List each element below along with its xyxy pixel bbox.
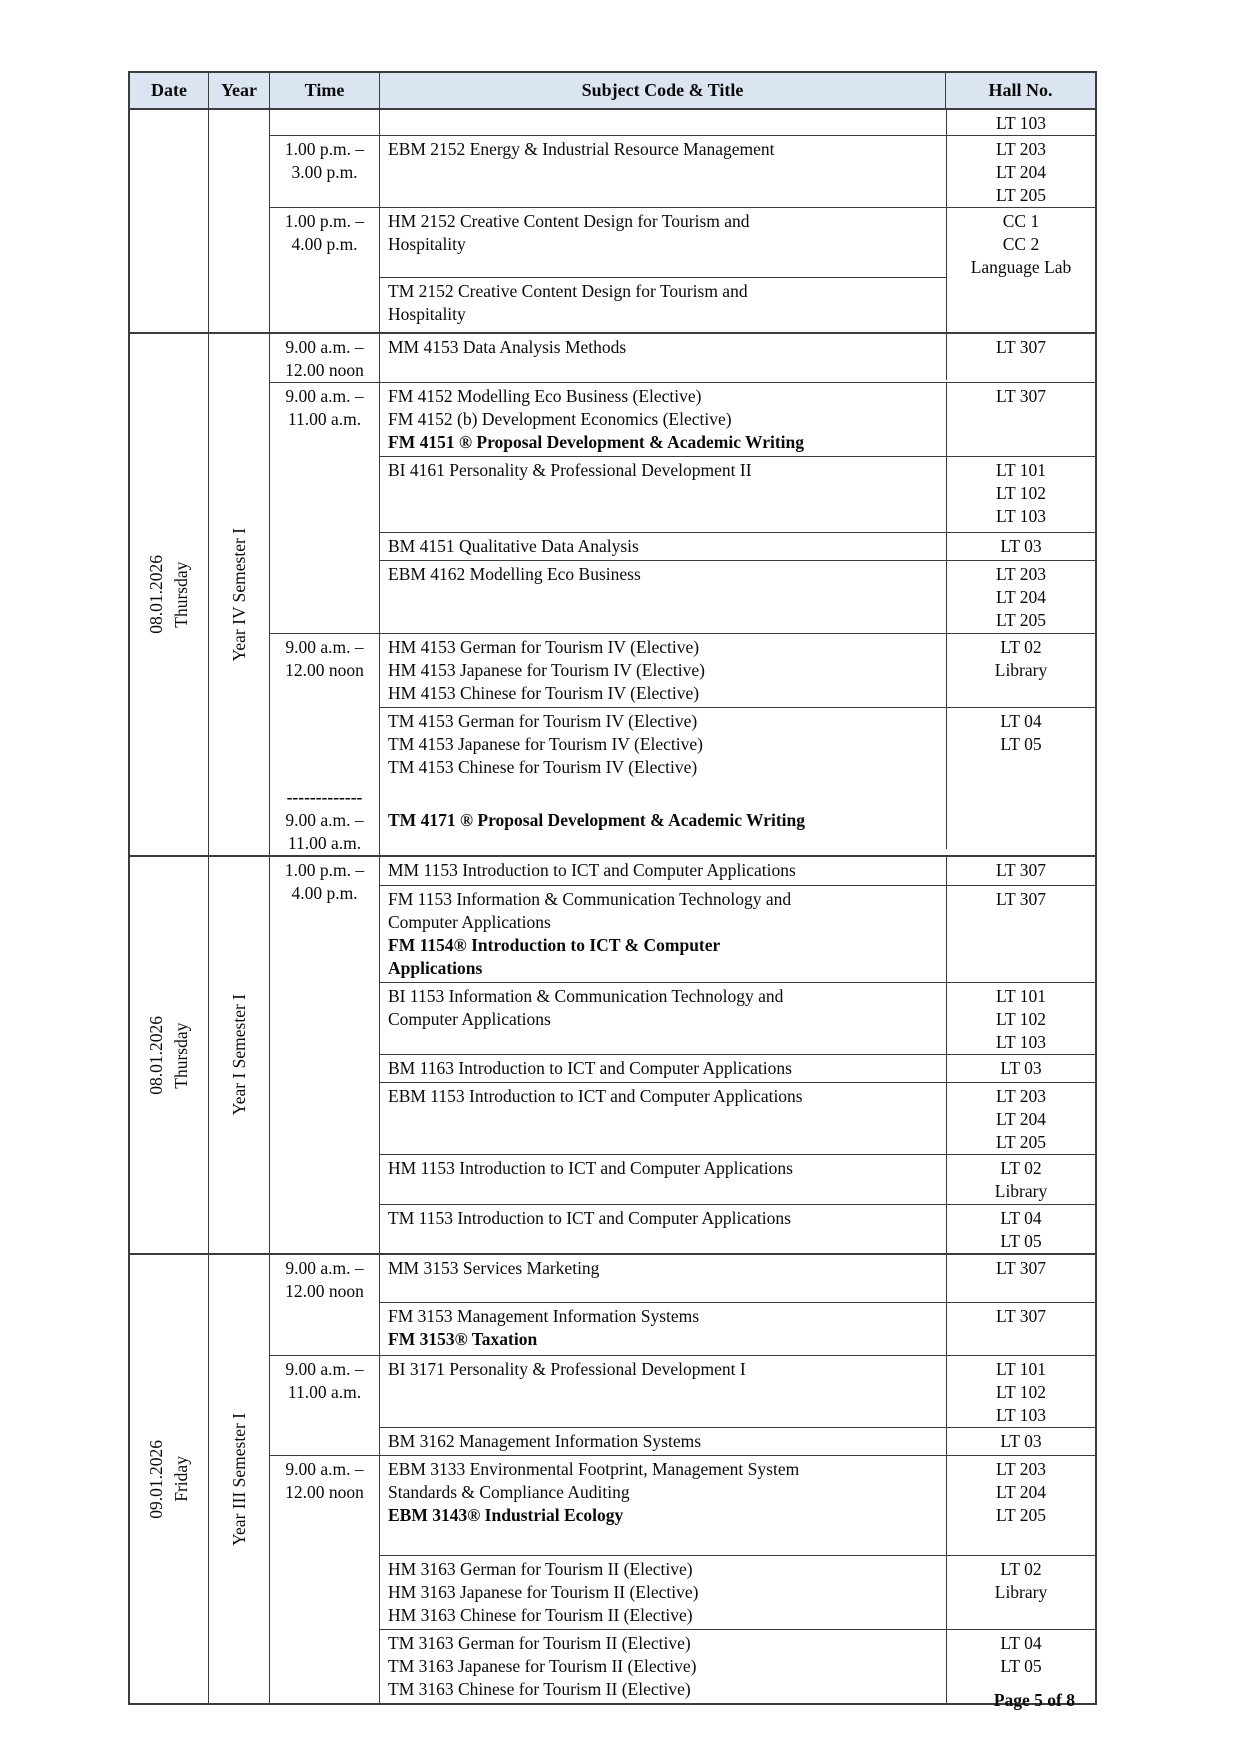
hall-line: LT 204 bbox=[995, 1482, 1047, 1502]
subject-line: MM 4153 Data Analysis Methods bbox=[388, 337, 627, 357]
hall-line: LT 307 bbox=[995, 1306, 1047, 1326]
time-block bbox=[270, 1456, 1095, 1703]
table-row bbox=[380, 334, 1095, 380]
subject-line: FM 4152 Modelling Eco Business (Elective) bbox=[388, 386, 702, 406]
subject-line: HM 2152 Creative Content Design for Tourism and bbox=[388, 211, 750, 231]
hall-cell bbox=[946, 110, 1095, 135]
hall-cell bbox=[946, 1205, 1095, 1253]
hall-line: CC 2 bbox=[1002, 234, 1040, 254]
header-cell-year: Year bbox=[209, 73, 270, 108]
time-line: 9.00 a.m. – bbox=[285, 1359, 364, 1379]
hall-cell bbox=[946, 383, 1095, 456]
table-row bbox=[380, 1303, 1095, 1355]
table-row bbox=[380, 110, 1095, 135]
date-section bbox=[130, 334, 1095, 857]
time-line: 12.00 noon bbox=[285, 360, 364, 380]
hall-cell bbox=[946, 1255, 1095, 1302]
time-cell bbox=[270, 1456, 380, 1703]
hall-cell bbox=[946, 1083, 1095, 1154]
subject-line: BM 4151 Qualitative Data Analysis bbox=[388, 536, 639, 556]
subject-cell bbox=[380, 1556, 946, 1629]
hall-line: Library bbox=[994, 1181, 1048, 1201]
hall-line: LT 203 bbox=[995, 1086, 1047, 1106]
subject-line: HM 4153 German for Tourism IV (Elective) bbox=[388, 637, 700, 657]
time-line: 12.00 noon bbox=[285, 1281, 364, 1301]
time-cell bbox=[270, 634, 380, 855]
hall-cell bbox=[946, 533, 1095, 560]
date-line: 08.01.2026 bbox=[146, 555, 166, 634]
subject-line: FM 1153 Information & Communication Technology and bbox=[388, 889, 792, 909]
date-section bbox=[130, 110, 1095, 334]
subject-line: FM 1154® Introduction to ICT & Computer bbox=[388, 935, 721, 955]
table-row bbox=[380, 561, 1095, 633]
hall-line: LT 102 bbox=[995, 1009, 1047, 1029]
subject-line: Hospitality bbox=[388, 234, 466, 254]
subject-rows bbox=[380, 334, 1095, 382]
hall-line: LT 307 bbox=[995, 386, 1047, 406]
hall-line: LT 103 bbox=[995, 1405, 1047, 1425]
time-line: 11.00 a.m. bbox=[287, 833, 362, 853]
hall-line: LT 03 bbox=[1000, 536, 1042, 556]
subject-rows bbox=[380, 1255, 1095, 1355]
table-row bbox=[380, 1155, 1095, 1205]
hall-line: CC 1 bbox=[1002, 211, 1040, 231]
table-row bbox=[380, 1255, 1095, 1303]
subject-cell bbox=[380, 1356, 946, 1427]
time-block bbox=[270, 634, 1095, 855]
date-label bbox=[144, 1440, 194, 1519]
table-row bbox=[380, 1456, 1095, 1556]
subject-cell bbox=[380, 1428, 946, 1455]
hall-cell bbox=[946, 634, 1095, 707]
subject-line: FM 3153® Taxation bbox=[388, 1329, 538, 1349]
date-cell bbox=[130, 110, 209, 332]
hall-line: LT 03 bbox=[1000, 1058, 1042, 1078]
table-row bbox=[380, 1356, 1095, 1428]
date-line: 09.01.2026 bbox=[146, 1439, 166, 1519]
hall-line: LT 101 bbox=[995, 1359, 1047, 1379]
subject-cell bbox=[380, 983, 946, 1054]
subject-line: Applications bbox=[388, 958, 483, 978]
subject-rows bbox=[380, 1456, 1095, 1703]
hall-line: LT 204 bbox=[995, 162, 1047, 182]
subject-line: EBM 3133 Environmental Footprint, Management System bbox=[388, 1459, 800, 1479]
time-cell bbox=[270, 1356, 380, 1455]
table-row bbox=[380, 857, 1095, 886]
time-line: 9.00 a.m. – bbox=[285, 386, 364, 406]
table-body bbox=[130, 110, 1095, 1703]
table-row bbox=[380, 136, 1095, 207]
merged-hall-cell bbox=[946, 208, 1095, 332]
date-section bbox=[130, 857, 1095, 1255]
hall-cell bbox=[946, 1356, 1095, 1427]
time-line: 1.00 p.m. – bbox=[284, 211, 365, 231]
time-line: 4.00 p.m. bbox=[291, 883, 358, 903]
hall-line: LT 101 bbox=[995, 986, 1047, 1006]
hall-line: LT 307 bbox=[995, 1258, 1047, 1278]
time-block bbox=[270, 208, 1095, 332]
subject-cell bbox=[380, 533, 946, 560]
table-row bbox=[380, 533, 1095, 561]
subject-cell bbox=[380, 136, 946, 207]
subject-line: FM 4151 ® Proposal Development & Academic Writing bbox=[388, 432, 805, 452]
hall-line: LT 205 bbox=[995, 610, 1047, 630]
hall-line: LT 204 bbox=[995, 587, 1047, 607]
hall-line: LT 103 bbox=[995, 1032, 1047, 1052]
time-line: 9.00 a.m. – bbox=[285, 810, 364, 830]
time-line: 1.00 p.m. – bbox=[284, 139, 365, 159]
subject-line: FM 4152 (b) Development Economics (Elective) bbox=[388, 409, 732, 429]
subject-line: TM 3163 Japanese for Tourism II (Elective) bbox=[388, 1656, 697, 1676]
hall-line: LT 205 bbox=[995, 1505, 1047, 1525]
subject-cell bbox=[380, 1255, 946, 1302]
year-line: Year III Semester I bbox=[228, 1412, 249, 1546]
subject-rows bbox=[380, 110, 1095, 135]
time-block bbox=[270, 383, 1095, 634]
hall-line: LT 04 bbox=[1000, 711, 1042, 731]
subject-line: TM 4153 Japanese for Tourism IV (Elective) bbox=[388, 734, 703, 754]
subject-line: HM 4153 Chinese for Tourism IV (Elective) bbox=[388, 683, 700, 703]
date-line: Thursday bbox=[171, 561, 191, 628]
time-line: 1.00 p.m. – bbox=[284, 860, 365, 880]
time-cell bbox=[270, 383, 380, 633]
subject-cell bbox=[380, 1083, 946, 1154]
hall-line: LT 307 bbox=[995, 337, 1047, 357]
header-cell-time: Time bbox=[270, 73, 380, 108]
table-row bbox=[380, 383, 1095, 457]
hall-line: LT 02 bbox=[1000, 637, 1042, 657]
hall-line: LT 103 bbox=[995, 113, 1047, 133]
year-cell bbox=[209, 1255, 270, 1703]
hall-line: LT 204 bbox=[995, 1109, 1047, 1129]
hall-line: LT 102 bbox=[995, 483, 1047, 503]
subject-cell bbox=[380, 334, 946, 380]
date-section bbox=[130, 1255, 1095, 1703]
time-block bbox=[270, 1255, 1095, 1356]
subject-line: EBM 1153 Introduction to ICT and Computer Applications bbox=[388, 1086, 803, 1106]
time-block bbox=[270, 110, 1095, 136]
table-row bbox=[380, 457, 1095, 533]
subject-line: TM 4153 German for Tourism IV (Elective) bbox=[388, 711, 698, 731]
subject-line: BI 3171 Personality & Professional Development I bbox=[388, 1359, 746, 1379]
year-cell bbox=[209, 110, 270, 332]
hall-cell bbox=[946, 1303, 1095, 1355]
date-line: 08.01.2026 bbox=[146, 1015, 166, 1095]
subject-line: MM 3153 Services Marketing bbox=[388, 1258, 600, 1278]
subject-cell bbox=[380, 857, 946, 885]
date-line: Thursday bbox=[171, 1021, 191, 1089]
table-row bbox=[380, 708, 1095, 849]
time-cell bbox=[270, 208, 380, 332]
hall-line: Language Lab bbox=[970, 257, 1072, 277]
subject-cell bbox=[380, 886, 946, 982]
hall-cell bbox=[946, 1155, 1095, 1204]
hall-line: LT 203 bbox=[995, 1459, 1047, 1479]
time-line: 9.00 a.m. – bbox=[285, 337, 364, 357]
section-body bbox=[270, 110, 1095, 332]
subject-rows bbox=[380, 857, 1095, 1253]
hall-line: LT 05 bbox=[1000, 1656, 1042, 1676]
subject-rows bbox=[380, 383, 1095, 633]
hall-line: LT 101 bbox=[995, 460, 1047, 480]
hall-line: LT 103 bbox=[995, 506, 1047, 526]
subject-line: TM 3163 Chinese for Tourism II (Elective) bbox=[388, 1679, 691, 1699]
hall-line: LT 203 bbox=[995, 564, 1047, 584]
time-line: 9.00 a.m. – bbox=[285, 1258, 364, 1278]
date-label bbox=[144, 1016, 194, 1095]
time-line: 11.00 a.m. bbox=[287, 409, 362, 429]
time-line: 12.00 noon bbox=[285, 660, 364, 680]
hall-cell bbox=[946, 1428, 1095, 1455]
hall-cell bbox=[946, 1055, 1095, 1082]
subject-cell bbox=[380, 383, 946, 456]
time-line: 9.00 a.m. – bbox=[285, 637, 364, 657]
time-cell bbox=[270, 1255, 380, 1355]
subject-cell bbox=[380, 1155, 946, 1204]
hall-cell bbox=[946, 857, 1095, 885]
time-line: 4.00 p.m. bbox=[291, 234, 358, 254]
year-line: Year I Semester I bbox=[228, 994, 249, 1116]
page-footer: Page 5 of 8 bbox=[993, 1690, 1075, 1710]
year-cell bbox=[209, 334, 270, 855]
subject-cell bbox=[380, 110, 946, 135]
hall-cell bbox=[946, 136, 1095, 207]
table-header-row bbox=[130, 73, 1095, 110]
subject-line: FM 3153 Management Information Systems bbox=[388, 1306, 700, 1326]
subject-line: TM 4171 ® Proposal Development & Academic Writing bbox=[388, 810, 806, 830]
time-line: 9.00 a.m. – bbox=[285, 1459, 364, 1479]
subject-cell bbox=[380, 457, 946, 532]
time-block bbox=[270, 1356, 1095, 1456]
time-cell bbox=[270, 110, 380, 135]
table-row bbox=[380, 1083, 1095, 1155]
time-block bbox=[270, 857, 1095, 1253]
time-line: 12.00 noon bbox=[285, 1482, 364, 1502]
subject-line: Computer Applications bbox=[388, 1009, 551, 1029]
subject-cell bbox=[380, 208, 946, 278]
time-block bbox=[270, 334, 1095, 383]
year-line: Year IV Semester I bbox=[228, 527, 249, 662]
hall-cell bbox=[946, 457, 1095, 532]
time-line: 11.00 a.m. bbox=[287, 1382, 362, 1402]
subject-cell bbox=[380, 561, 946, 633]
hall-line: LT 05 bbox=[1000, 734, 1042, 754]
subject-line: TM 2152 Creative Content Design for Tourism and bbox=[388, 281, 748, 301]
hall-cell bbox=[946, 334, 1095, 380]
table-row bbox=[380, 886, 1095, 983]
hall-line: LT 307 bbox=[995, 889, 1047, 909]
subject-cell bbox=[380, 1456, 946, 1555]
subject-line: BI 1153 Information & Communication Technology and bbox=[388, 986, 784, 1006]
hall-line: Library bbox=[994, 660, 1048, 680]
table-row bbox=[380, 1630, 1095, 1703]
subject-line: HM 3163 Chinese for Tourism II (Elective) bbox=[388, 1605, 693, 1625]
subject-line: HM 3163 Japanese for Tourism II (Elective) bbox=[388, 1582, 699, 1602]
hall-line: LT 04 bbox=[1000, 1633, 1042, 1653]
time-line: ------------- bbox=[286, 787, 363, 807]
subject-rows bbox=[380, 1356, 1095, 1455]
hall-line: LT 03 bbox=[1000, 1431, 1042, 1451]
subject-line: BI 4161 Personality & Professional Development II bbox=[388, 460, 752, 480]
subject-line: HM 1153 Introduction to ICT and Computer Applications bbox=[388, 1158, 793, 1178]
subject-line: BM 1163 Introduction to ICT and Computer Applications bbox=[388, 1058, 792, 1078]
subject-cell bbox=[380, 1303, 946, 1355]
year-label bbox=[227, 1413, 252, 1546]
subject-cell bbox=[380, 1055, 946, 1082]
date-cell bbox=[130, 334, 209, 855]
subject-cell bbox=[380, 634, 946, 707]
subject-line: BM 3162 Management Information Systems bbox=[388, 1431, 702, 1451]
table-row bbox=[380, 1055, 1095, 1083]
hall-line: Library bbox=[994, 1582, 1048, 1602]
time-block bbox=[270, 136, 1095, 208]
date-cell bbox=[130, 1255, 209, 1703]
table-row bbox=[380, 983, 1095, 1055]
hall-line: LT 307 bbox=[995, 860, 1047, 880]
hall-line: LT 102 bbox=[995, 1382, 1047, 1402]
subject-line: TM 1153 Introduction to ICT and Computer Applications bbox=[388, 1208, 791, 1228]
subject-rows bbox=[380, 136, 1095, 207]
hall-line: LT 205 bbox=[995, 1132, 1047, 1152]
subject-line: TM 4153 Chinese for Tourism IV (Elective) bbox=[388, 757, 698, 777]
subject-line: HM 4153 Japanese for Tourism IV (Elective) bbox=[388, 660, 705, 680]
hall-line: LT 203 bbox=[995, 139, 1047, 159]
hall-line: LT 02 bbox=[1000, 1559, 1042, 1579]
subject-line: TM 3163 German for Tourism II (Elective) bbox=[388, 1633, 691, 1653]
subject-line: EBM 4162 Modelling Eco Business bbox=[388, 564, 641, 584]
time-line: 3.00 p.m. bbox=[291, 162, 358, 182]
subject-rows bbox=[380, 208, 946, 332]
hall-cell bbox=[946, 1456, 1095, 1555]
section-body bbox=[270, 1255, 1095, 1703]
table-row bbox=[380, 1428, 1095, 1455]
hall-cell bbox=[946, 886, 1095, 982]
subject-line: Standards & Compliance Auditing bbox=[388, 1482, 630, 1502]
time-cell bbox=[270, 334, 380, 382]
subject-line: MM 1153 Introduction to ICT and Computer Applications bbox=[388, 860, 796, 880]
subject-cell bbox=[380, 278, 946, 332]
year-cell bbox=[209, 857, 270, 1253]
hall-line: LT 205 bbox=[995, 185, 1047, 205]
table-row bbox=[380, 1205, 1095, 1253]
subject-cell bbox=[380, 1205, 946, 1253]
table-row bbox=[380, 634, 1095, 708]
hall-cell bbox=[946, 708, 1095, 849]
hall-line: LT 05 bbox=[1000, 1231, 1042, 1251]
hall-cell bbox=[946, 1556, 1095, 1629]
time-cell bbox=[270, 136, 380, 207]
subject-line: EBM 2152 Energy & Industrial Resource Management bbox=[388, 139, 775, 159]
header-cell-subject: Subject Code & Title bbox=[380, 73, 946, 108]
exam-timetable bbox=[128, 71, 1097, 1705]
subject-line: Computer Applications bbox=[388, 912, 551, 932]
date-line: Friday bbox=[171, 1456, 191, 1502]
year-label bbox=[227, 994, 252, 1115]
subject-line: EBM 3143® Industrial Ecology bbox=[388, 1505, 624, 1525]
header-cell-date: Date bbox=[130, 73, 209, 108]
time-cell bbox=[270, 857, 380, 1253]
hall-cell bbox=[946, 561, 1095, 633]
section-body bbox=[270, 334, 1095, 855]
subject-cell bbox=[380, 1630, 946, 1703]
date-cell bbox=[130, 857, 209, 1253]
subject-line: Hospitality bbox=[388, 304, 466, 324]
header-cell-hall: Hall No. bbox=[988, 80, 1053, 100]
subject-line: HM 3163 German for Tourism II (Elective) bbox=[388, 1559, 693, 1579]
date-label bbox=[144, 555, 194, 634]
hall-line: LT 04 bbox=[1000, 1208, 1042, 1228]
hall-line: LT 02 bbox=[1000, 1158, 1042, 1178]
subject-rows bbox=[380, 634, 1095, 855]
section-body bbox=[270, 857, 1095, 1253]
hall-cell bbox=[946, 983, 1095, 1054]
table-row bbox=[380, 1556, 1095, 1630]
year-label bbox=[227, 528, 252, 662]
subject-cell bbox=[380, 708, 946, 849]
